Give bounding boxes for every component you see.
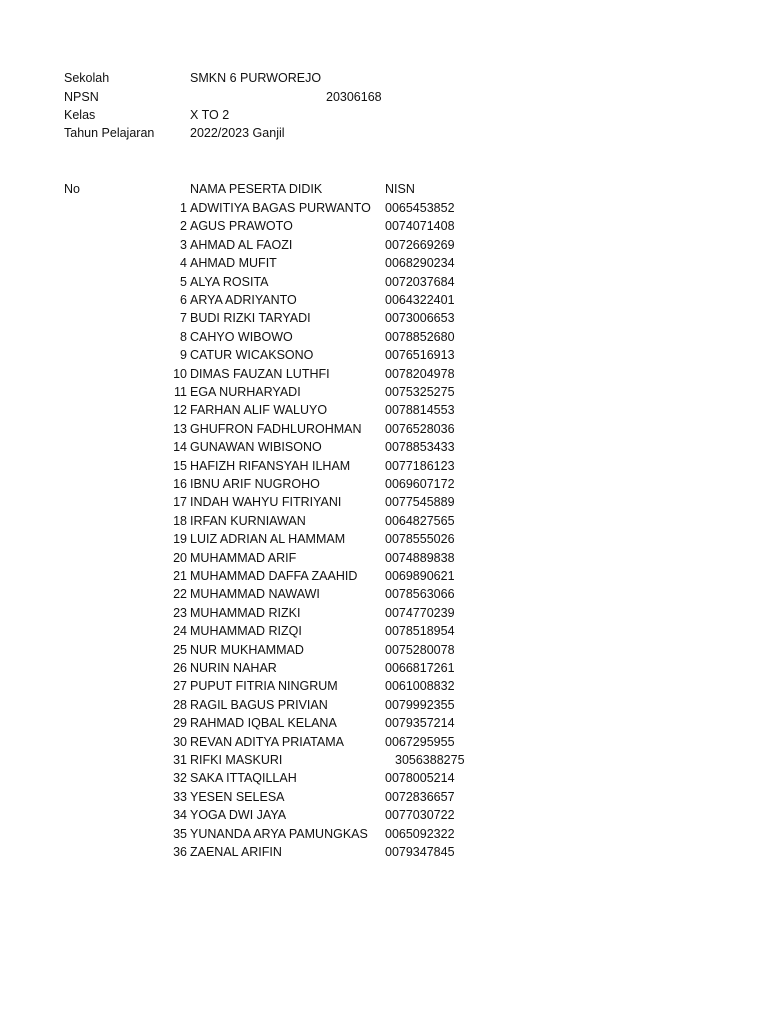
- table-row: [0, 550, 768, 568]
- student-name: DIMAS FAUZAN LUTHFI: [190, 366, 330, 381]
- student-nisn: 0078563066: [385, 587, 455, 602]
- student-nisn: 0065453852: [385, 201, 455, 215]
- table-row: [0, 734, 768, 752]
- student-name: LUIZ ADRIAN AL HAMMAM: [190, 532, 346, 547]
- table-row: [0, 439, 768, 457]
- student-name: YESEN SELESA: [190, 789, 285, 804]
- student-name: FARHAN ALIF WALUYO: [190, 403, 328, 418]
- tahun-pelajaran-label: Tahun Pelajaran: [64, 126, 155, 140]
- row-number: 5: [180, 274, 187, 289]
- student-nisn: 0072037684: [385, 274, 455, 289]
- student-nisn: 0072836657: [385, 789, 455, 804]
- student-nisn: 0064827565: [385, 513, 455, 528]
- row-number: 7: [180, 311, 187, 326]
- student-name: MUHAMMAD RIZKI: [190, 605, 301, 620]
- row-number: 15: [173, 458, 187, 473]
- row-number: 36: [173, 845, 187, 859]
- student-name: CATUR WICAKSONO: [190, 348, 314, 363]
- student-name: BUDI RIZKI TARYADI: [190, 311, 311, 326]
- student-name: IBNU ARIF NUGROHO: [190, 477, 320, 491]
- table-row: [0, 678, 768, 696]
- row-number: 12: [173, 403, 187, 418]
- student-name: AHMAD MUFIT: [190, 256, 277, 271]
- student-nisn: 0078814553: [385, 403, 455, 418]
- student-nisn: 0069890621: [385, 569, 455, 583]
- student-nisn: 0077545889: [385, 495, 455, 510]
- row-number: 11: [174, 385, 187, 399]
- row-number: 1: [180, 201, 187, 215]
- student-name: ZAENAL ARIFIN: [190, 845, 282, 859]
- student-nisn: 0067295955: [385, 734, 455, 749]
- row-number: 8: [180, 329, 187, 344]
- student-nisn: 0076528036: [385, 421, 455, 436]
- student-nisn: 0078005214: [385, 771, 455, 786]
- column-header-name: NAMA PESERTA DIDIK: [190, 182, 323, 196]
- table-row: [0, 458, 768, 476]
- table-row: [0, 623, 768, 641]
- student-name: AHMAD AL FAOZI: [190, 237, 293, 252]
- student-nisn: 0076516913: [385, 348, 455, 363]
- student-nisn: 0078853433: [385, 440, 455, 455]
- student-nisn: 0069607172: [385, 477, 455, 491]
- student-name: HAFIZH RIFANSYAH ILHAM: [190, 458, 351, 473]
- table-row: [0, 586, 768, 604]
- row-number: 29: [173, 716, 187, 731]
- student-nisn: 0064322401: [385, 293, 455, 307]
- student-name: ALYA ROSITA: [190, 274, 269, 289]
- table-row: [0, 421, 768, 439]
- table-row: [0, 329, 768, 347]
- table-row: [0, 568, 768, 586]
- row-number: 20: [173, 550, 187, 565]
- table-row: [0, 200, 768, 218]
- student-name: IRFAN KURNIAWAN: [190, 513, 306, 528]
- table-row: [0, 697, 768, 715]
- row-number: 6: [180, 293, 187, 307]
- student-nisn: 0079357214: [385, 716, 455, 731]
- table-row: [0, 476, 768, 494]
- row-number: 21: [173, 569, 187, 583]
- row-number: 28: [173, 697, 187, 712]
- student-nisn: 0072669269: [385, 237, 455, 252]
- row-number: 14: [173, 440, 187, 455]
- row-number: 16: [173, 477, 187, 491]
- kelas-label: Kelas: [64, 108, 96, 122]
- row-number: 35: [173, 826, 187, 841]
- row-number: 18: [173, 513, 187, 528]
- student-nisn: 0078555026: [385, 532, 455, 547]
- student-name: ARYA ADRIYANTO: [190, 293, 297, 307]
- table-row: [0, 642, 768, 660]
- student-name: RAHMAD IQBAL KELANA: [190, 716, 337, 731]
- student-name: RAGIL BAGUS PRIVIAN: [190, 697, 328, 712]
- row-number: 30: [173, 734, 187, 749]
- table-row: [0, 494, 768, 512]
- table-row: [0, 255, 768, 273]
- row-number: 25: [173, 642, 187, 657]
- student-name: PUPUT FITRIA NINGRUM: [190, 679, 338, 694]
- row-number: 9: [180, 348, 187, 363]
- table-row: [0, 237, 768, 255]
- table-row: [0, 789, 768, 807]
- row-number: 33: [173, 789, 187, 804]
- student-nisn: 3056388275: [395, 753, 465, 767]
- sekolah-label: Sekolah: [64, 71, 110, 85]
- student-nisn: 0079347845: [385, 845, 455, 859]
- table-row: [0, 844, 768, 862]
- student-name: MUHAMMAD NAWAWI: [190, 587, 320, 602]
- row-number: 17: [173, 495, 187, 510]
- row-number: 23: [173, 605, 187, 620]
- table-row: [0, 715, 768, 733]
- column-header-no: No: [64, 182, 80, 196]
- student-nisn: 0078852680: [385, 329, 455, 344]
- student-name: NUR MUKHAMMAD: [190, 642, 304, 657]
- row-number: 22: [173, 587, 187, 602]
- sekolah-value: SMKN 6 PURWOREJO: [190, 71, 322, 85]
- student-nisn: 0079992355: [385, 697, 455, 712]
- row-number: 3: [180, 237, 187, 252]
- student-nisn: 0061008832: [385, 679, 455, 694]
- table-row: [0, 402, 768, 420]
- table-row: [0, 274, 768, 292]
- student-nisn: 0077030722: [385, 808, 455, 823]
- student-name: MUHAMMAD ARIF: [190, 550, 297, 565]
- student-nisn: 0065092322: [385, 826, 455, 841]
- student-name: MUHAMMAD RIZQI: [190, 624, 302, 639]
- student-name: AGUS PRAWOTO: [190, 219, 293, 234]
- npsn-value: 20306168: [326, 90, 382, 104]
- row-number: 27: [173, 679, 187, 694]
- row-number: 34: [173, 808, 187, 823]
- student-name: NURIN NAHAR: [190, 661, 277, 675]
- row-number: 13: [173, 421, 187, 436]
- table-row: [0, 826, 768, 844]
- student-name: RIFKI MASKURI: [190, 753, 283, 767]
- table-row: [0, 384, 768, 402]
- student-name: GHUFRON FADHLUROHMAN: [190, 421, 362, 436]
- student-nisn: 0078518954: [385, 624, 455, 639]
- student-name: SAKA ITTAQILLAH: [190, 771, 297, 786]
- row-number: 32: [173, 771, 187, 786]
- student-nisn: 0073006653: [385, 311, 455, 326]
- table-row: [0, 660, 768, 678]
- student-nisn: 0074071408: [385, 219, 455, 234]
- student-nisn: 0074889838: [385, 550, 455, 565]
- student-name: YUNANDA ARYA PAMUNGKAS: [190, 826, 368, 841]
- table-row: [0, 347, 768, 365]
- table-row: [0, 218, 768, 236]
- student-nisn: 0078204978: [385, 366, 455, 381]
- table-row: [0, 310, 768, 328]
- student-nisn: 0075280078: [385, 642, 455, 657]
- table-row: [0, 770, 768, 788]
- student-nisn: 0077186123: [385, 458, 455, 473]
- row-number: 31: [173, 753, 187, 767]
- table-row: [0, 531, 768, 549]
- student-nisn: 0068290234: [385, 256, 455, 271]
- student-name: EGA NURHARYADI: [190, 385, 301, 399]
- table-row: [0, 292, 768, 310]
- table-row: [0, 807, 768, 825]
- student-name: INDAH WAHYU FITRIYANI: [190, 495, 342, 510]
- column-header-nisn: NISN: [385, 182, 415, 196]
- row-number: 4: [180, 256, 187, 271]
- student-name: CAHYO WIBOWO: [190, 329, 293, 344]
- table-row: [0, 513, 768, 531]
- student-nisn: 0066817261: [385, 661, 455, 675]
- kelas-value: X TO 2: [190, 108, 230, 122]
- student-name: GUNAWAN WIBISONO: [190, 440, 322, 455]
- table-row: [0, 605, 768, 623]
- student-nisn: 0075325275: [385, 385, 455, 399]
- row-number: 26: [173, 661, 187, 675]
- student-name: ADWITIYA BAGAS PURWANTO: [190, 201, 371, 215]
- table-row: [0, 366, 768, 384]
- row-number: 10: [173, 366, 187, 381]
- student-name: MUHAMMAD DAFFA ZAAHID: [190, 569, 358, 583]
- row-number: 19: [173, 532, 187, 547]
- tahun-pelajaran-value: 2022/2023 Ganjil: [190, 126, 285, 140]
- student-nisn: 0074770239: [385, 605, 455, 620]
- student-name: REVAN ADITYA PRIATAMA: [190, 734, 344, 749]
- table-row: [0, 752, 768, 770]
- student-name: YOGA DWI JAYA: [190, 808, 287, 823]
- npsn-label: NPSN: [64, 90, 99, 104]
- row-number: 24: [173, 624, 187, 639]
- row-number: 2: [180, 219, 187, 234]
